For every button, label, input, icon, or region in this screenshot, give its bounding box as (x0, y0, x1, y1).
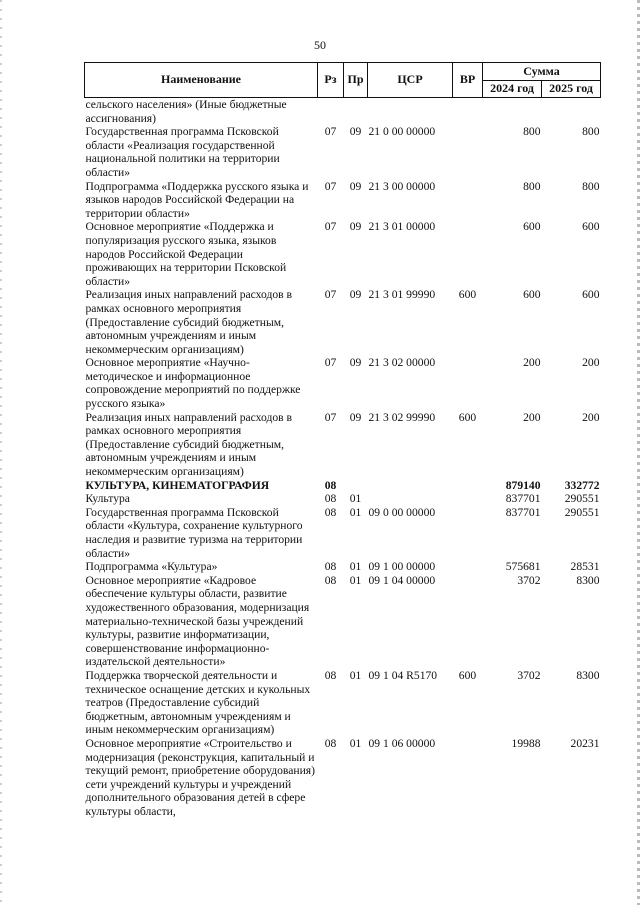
cell-pr: 09 (349, 125, 362, 139)
cell-sum-2024: 575681 (505, 560, 541, 574)
cell-pr: 09 (349, 410, 362, 424)
cell-name: Основное мероприятие «Кадровое обеспечение культуры области, развитие художественного образования, модернизация материально-технической базы учреждений культуры, развитие информатизации, совершенствование информационно-издательской деятельности» (85, 573, 310, 669)
cell-sum-2025: 290551 (564, 492, 600, 506)
cell-name: Реализация иных направлений расходов в рамках основного мероприятия (Предоставление субсидий бюджетным, автономным учреждениям и иным некоммерческим организациям) (85, 288, 292, 356)
cell-rz: 07 (324, 288, 337, 302)
cell-csr: 21 0 00 00000 (368, 125, 436, 139)
cell-sum-2024: 19988 (511, 736, 541, 750)
cell-sum-2025: 8300 (576, 573, 600, 587)
cell-sum-2024: 879140 (505, 478, 541, 492)
cell-vr (453, 98, 483, 126)
cell-sum-2024: 600 (523, 220, 541, 234)
cell-sum-2024: 837701 (505, 492, 541, 506)
cell-vr (453, 180, 483, 221)
cell-sum-2025: 290551 (564, 505, 600, 519)
cell-sum-2025: 28531 (570, 560, 600, 574)
table-row (85, 125, 601, 179)
cell-pr: 01 (349, 492, 362, 506)
cell-rz: 08 (324, 492, 337, 506)
cell-csr (368, 479, 453, 493)
cell-name: Основное мероприятие «Строительство и модернизация (реконструкция, капитальный и текущий ремонт, приобретение оборудования) сети учреждений культуры и учреждений дополнительного образования детей в сфере культуры области, (85, 736, 315, 818)
cell-name: Культура (85, 492, 130, 506)
table-row (85, 180, 601, 221)
cell-csr: 21 3 01 99990 (368, 288, 436, 302)
cell-name: КУЛЬТУРА, КИНЕМАТОГРАФИЯ (85, 478, 270, 492)
cell-rz: 08 (324, 573, 337, 587)
cell-pr: 01 (349, 736, 362, 750)
cell-sum-2025: 200 (582, 356, 600, 370)
header-year-2025: 2025 год (542, 81, 601, 98)
cell-csr: 09 0 00 00000 (368, 505, 436, 519)
cell-csr (368, 98, 453, 126)
cell-sum-2025: 600 (582, 288, 600, 302)
cell-vr (453, 356, 483, 410)
cell-rz: 08 (324, 736, 337, 750)
cell-rz: 08 (324, 668, 337, 682)
header-sum: Сумма (483, 63, 601, 81)
table-row (85, 356, 601, 410)
cell-vr (453, 737, 483, 819)
cell-sum-2025: 800 (582, 125, 600, 139)
scan-edge-left (0, 0, 2, 905)
cell-rz (318, 98, 344, 126)
cell-csr (368, 492, 453, 506)
header-vr: ВР (453, 63, 483, 98)
cell-sum-2024: 837701 (505, 505, 541, 519)
cell-vr: 600 (458, 288, 477, 302)
cell-vr (453, 560, 483, 574)
cell-vr (453, 479, 483, 493)
cell-vr (453, 125, 483, 179)
table-row (85, 288, 601, 356)
cell-pr: 09 (349, 220, 362, 234)
cell-sum-2024: 800 (523, 179, 541, 193)
table-row (85, 574, 601, 669)
cell-pr: 01 (349, 668, 362, 682)
table-header (85, 63, 601, 98)
header-year-2024: 2024 год (483, 81, 542, 98)
cell-csr: 09 1 06 00000 (368, 736, 436, 750)
cell-name: Государственная программа Псковской области «Реализация государственной национальной политики на территории области» (85, 125, 280, 179)
table-row (85, 506, 601, 560)
cell-sum-2025: 600 (582, 220, 600, 234)
cell-rz: 08 (324, 505, 337, 519)
cell-sum-2024: 600 (523, 288, 541, 302)
cell-rz: 07 (324, 125, 337, 139)
cell-name: Государственная программа Псковской области «Культура, сохранение культурного наследия и развитие туризма на территории области» (85, 505, 303, 560)
page-number: 50 (314, 38, 326, 52)
cell-rz: 08 (324, 478, 337, 492)
cell-sum-2024: 200 (523, 356, 541, 370)
cell-csr: 09 1 00 00000 (368, 560, 436, 574)
cell-sum-2024: 3702 (517, 668, 541, 682)
cell-pr: 01 (349, 505, 362, 519)
header-name: Наименование (85, 63, 318, 98)
table-row (85, 98, 601, 126)
table-row (85, 479, 601, 493)
cell-sum-2024 (483, 98, 542, 126)
header-csr: ЦСР (368, 63, 453, 98)
cell-sum-2024: 200 (523, 410, 541, 424)
cell-name: Поддержка творческой деятельности и техническое оснащение детских и кукольных театров (Предоставление субсидий бюджетным, автономным учреждениям и иным некоммерческим организациям) (85, 668, 311, 737)
cell-sum-2025 (542, 98, 601, 126)
cell-rz: 08 (324, 560, 337, 574)
cell-pr (344, 479, 368, 493)
cell-pr: 09 (349, 356, 362, 370)
table-row (85, 737, 601, 819)
cell-pr: 09 (349, 179, 362, 193)
cell-pr (344, 98, 368, 126)
cell-pr: 09 (349, 288, 362, 302)
cell-sum-2025: 800 (582, 179, 600, 193)
table-row (85, 411, 601, 479)
cell-vr: 600 (458, 410, 477, 424)
cell-rz: 07 (324, 410, 337, 424)
cell-pr: 01 (349, 560, 362, 574)
cell-name: сельского населения» (Иные бюджетные ассигнования) (85, 98, 287, 125)
cell-rz: 07 (324, 179, 337, 193)
cell-vr: 600 (458, 668, 477, 682)
cell-csr: 21 3 00 00000 (368, 179, 436, 193)
cell-sum-2024: 3702 (517, 573, 541, 587)
cell-name: Реализация иных направлений расходов в рамках основного мероприятия (Предоставление субсидий бюджетным, автономным учреждениям и иным некоммерческим организациям) (85, 410, 292, 479)
cell-sum-2025: 200 (582, 410, 600, 424)
cell-sum-2025: 332772 (564, 478, 600, 492)
cell-csr: 09 1 04 00000 (368, 573, 436, 587)
cell-csr: 09 1 04 R5170 (368, 668, 438, 682)
table-body (85, 98, 601, 819)
cell-sum-2025: 20231 (570, 736, 600, 750)
cell-name: Основное мероприятие «Поддержка и популяризация русского языка, языков народов Российской Федерации проживающих на территории Псковской области» (85, 220, 287, 288)
cell-name: Подпрограмма «Поддержка русского языка и языков народов Российской Федерации на территории области» (85, 179, 309, 220)
table-row (85, 669, 601, 737)
cell-sum-2025: 8300 (576, 668, 600, 682)
cell-csr: 21 3 02 00000 (368, 356, 436, 370)
cell-csr: 21 3 02 99990 (368, 410, 436, 424)
cell-pr: 01 (349, 573, 362, 587)
cell-vr (453, 220, 483, 288)
header-rz: Рз (318, 63, 344, 98)
cell-vr (453, 492, 483, 506)
table-row (85, 492, 601, 506)
cell-name: Подпрограмма «Культура» (85, 560, 218, 574)
cell-vr (453, 574, 483, 669)
budget-table (84, 62, 601, 818)
table-row (85, 560, 601, 574)
cell-rz: 07 (324, 220, 337, 234)
cell-sum-2024: 800 (523, 125, 541, 139)
header-pr: Пр (344, 63, 368, 98)
cell-name: Основное мероприятие «Научно-методическое и информационное сопровождение мероприятий по поддержке русского языка» (85, 356, 301, 411)
table-row (85, 220, 601, 288)
cell-rz: 07 (324, 356, 337, 370)
cell-vr (453, 506, 483, 560)
cell-csr: 21 3 01 00000 (368, 220, 436, 234)
